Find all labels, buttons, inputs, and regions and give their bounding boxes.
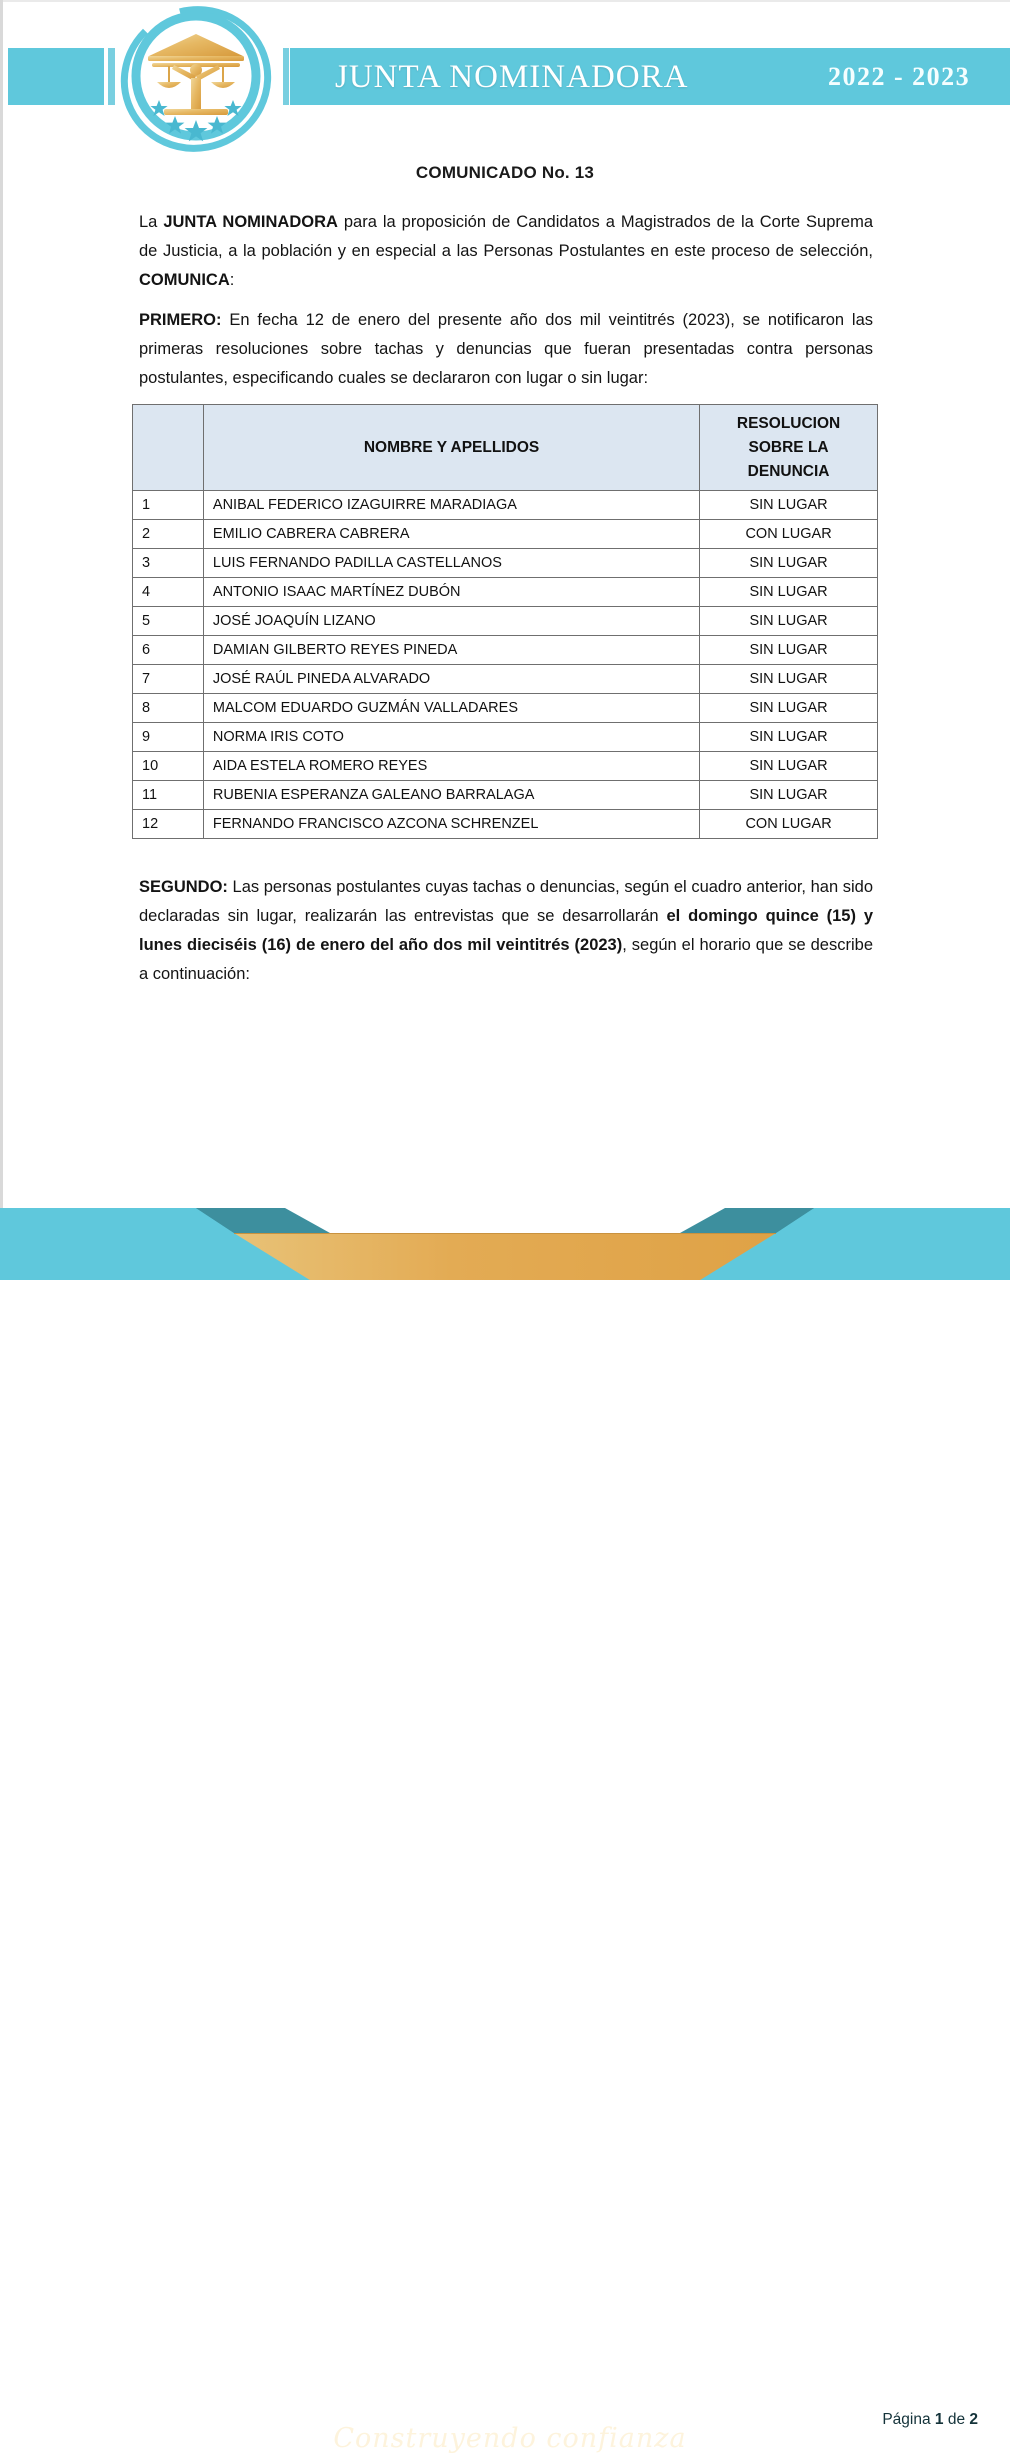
row-resolution: SIN LUGAR <box>700 549 878 578</box>
table-row <box>133 520 878 549</box>
column-header-resolution <box>700 405 878 491</box>
row-resolution: SIN LUGAR <box>700 607 878 636</box>
row-index: 1 <box>133 491 204 520</box>
table-row <box>133 781 878 810</box>
table-row <box>133 549 878 578</box>
table-header-row <box>133 405 878 491</box>
table-row <box>133 723 878 752</box>
table-row <box>133 607 878 636</box>
row-index: 2 <box>133 520 204 549</box>
row-name: RUBENIA ESPERANZA GALEANO BARRALAGA <box>203 781 699 810</box>
row-resolution: CON LUGAR <box>700 810 878 839</box>
p3-bold-dates: el domingo quince (15) y lunes dieciséis (16) de enero del año dos mil veintitrés (2023) <box>139 907 873 954</box>
page-number <box>882 2411 978 2429</box>
paragraph-segundo <box>139 873 873 989</box>
row-resolution: SIN LUGAR <box>700 665 878 694</box>
row-index: 7 <box>133 665 204 694</box>
header-band-divider <box>283 48 289 105</box>
page-prefix: Página <box>882 2411 935 2428</box>
row-resolution: SIN LUGAR <box>700 578 878 607</box>
row-resolution: SIN LUGAR <box>700 723 878 752</box>
table-row <box>133 578 878 607</box>
row-resolution: SIN LUGAR <box>700 636 878 665</box>
row-name: LUIS FERNANDO PADILLA CASTELLANOS <box>203 549 699 578</box>
column-header-index <box>133 405 204 491</box>
row-name: ANTONIO ISAAC MARTÍNEZ DUBÓN <box>203 578 699 607</box>
table-row <box>133 810 878 839</box>
row-resolution: CON LUGAR <box>700 520 878 549</box>
p1-bold-comunica: COMUNICA <box>139 271 230 289</box>
column-header-name: NOMBRE Y APELLIDOS <box>203 405 699 491</box>
scales-of-justice-emblem-icon <box>112 8 280 150</box>
paragraph-intro <box>139 208 873 295</box>
header-title: JUNTA NOMINADORA <box>335 59 689 95</box>
row-name: ANIBAL FEDERICO IZAGUIRRE MARADIAGA <box>203 491 699 520</box>
p3-label: SEGUNDO: <box>139 878 228 896</box>
row-name: JOSÉ RAÚL PINEDA ALVARADO <box>203 665 699 694</box>
row-resolution: SIN LUGAR <box>700 752 878 781</box>
p1-after: : <box>229 271 235 289</box>
table-row <box>133 752 878 781</box>
page-current: 1 <box>934 2411 944 2428</box>
p2-label: PRIMERO: <box>139 311 222 329</box>
row-name: DAMIAN GILBERTO REYES PINEDA <box>203 636 699 665</box>
paragraph-primero <box>139 306 873 393</box>
page-header <box>0 0 1010 150</box>
p2-text: En fecha 12 de enero del presente año dos mil veintitrés (2023), se notificaron las primeras resoluciones sobre tachas y denuncias que fueran presentadas contra personas postulantes, especificando cuales se declararon con lugar o sin lugar: <box>139 311 873 387</box>
row-index: 12 <box>133 810 204 839</box>
page-total: 2 <box>969 2411 978 2428</box>
row-name: NORMA IRIS COTO <box>203 723 699 752</box>
header-years: 2022 - 2023 <box>828 62 971 91</box>
row-name: AIDA ESTELA ROMERO REYES <box>203 752 699 781</box>
row-resolution: SIN LUGAR <box>700 694 878 723</box>
row-name: JOSÉ JOAQUÍN LIZANO <box>203 607 699 636</box>
table-row <box>133 694 878 723</box>
column-header-resolution-line-2: SOBRE LA <box>748 438 829 456</box>
page-footer <box>0 1195 1010 2454</box>
row-index: 9 <box>133 723 204 752</box>
column-header-resolution-line-1: RESOLUCION <box>736 414 841 432</box>
page-middle: de <box>943 2411 970 2428</box>
row-resolution: SIN LUGAR <box>700 781 878 810</box>
resolutions-table <box>132 404 878 839</box>
p1-before: La <box>139 213 164 231</box>
p1-bold-junta: JUNTA NOMINADORA <box>163 213 338 231</box>
p3-text-2: , según el horario que se describe a continuación: <box>139 936 873 983</box>
table-row <box>133 665 878 694</box>
row-index: 10 <box>133 752 204 781</box>
row-index: 6 <box>133 636 204 665</box>
row-name: MALCOM EDUARDO GUZMÁN VALLADARES <box>203 694 699 723</box>
row-name: FERNANDO FRANCISCO AZCONA SCHRENZEL <box>203 810 699 839</box>
row-index: 8 <box>133 694 204 723</box>
row-index: 11 <box>133 781 204 810</box>
row-name: EMILIO CABRERA CABRERA <box>203 520 699 549</box>
scan-edge-left <box>0 0 3 1280</box>
row-index: 3 <box>133 549 204 578</box>
footer-slogan: Construyendo confianza <box>333 2423 687 2454</box>
p3-text-1: Las personas postulantes cuyas tachas o denuncias, según el cuadro anterior, han sido declaradas sin lugar, realizarán las entrevistas que se desarrollarán <box>139 878 873 925</box>
p1-middle: para la proposición de Candidatos a Magistrados de la Corte Suprema de Justicia, a la población y en especial a las Personas Postulantes en este proceso de selección, <box>139 213 873 260</box>
header-band-stub <box>8 48 104 105</box>
row-index: 5 <box>133 607 204 636</box>
row-resolution: SIN LUGAR <box>700 491 878 520</box>
page-title: COMUNICADO No. 13 <box>415 163 595 182</box>
table-row <box>133 491 878 520</box>
row-index: 4 <box>133 578 204 607</box>
footer-ribbon-shape <box>0 1195 1010 1280</box>
table-row <box>133 636 878 665</box>
column-header-resolution-line-3: DENUNCIA <box>747 462 830 480</box>
